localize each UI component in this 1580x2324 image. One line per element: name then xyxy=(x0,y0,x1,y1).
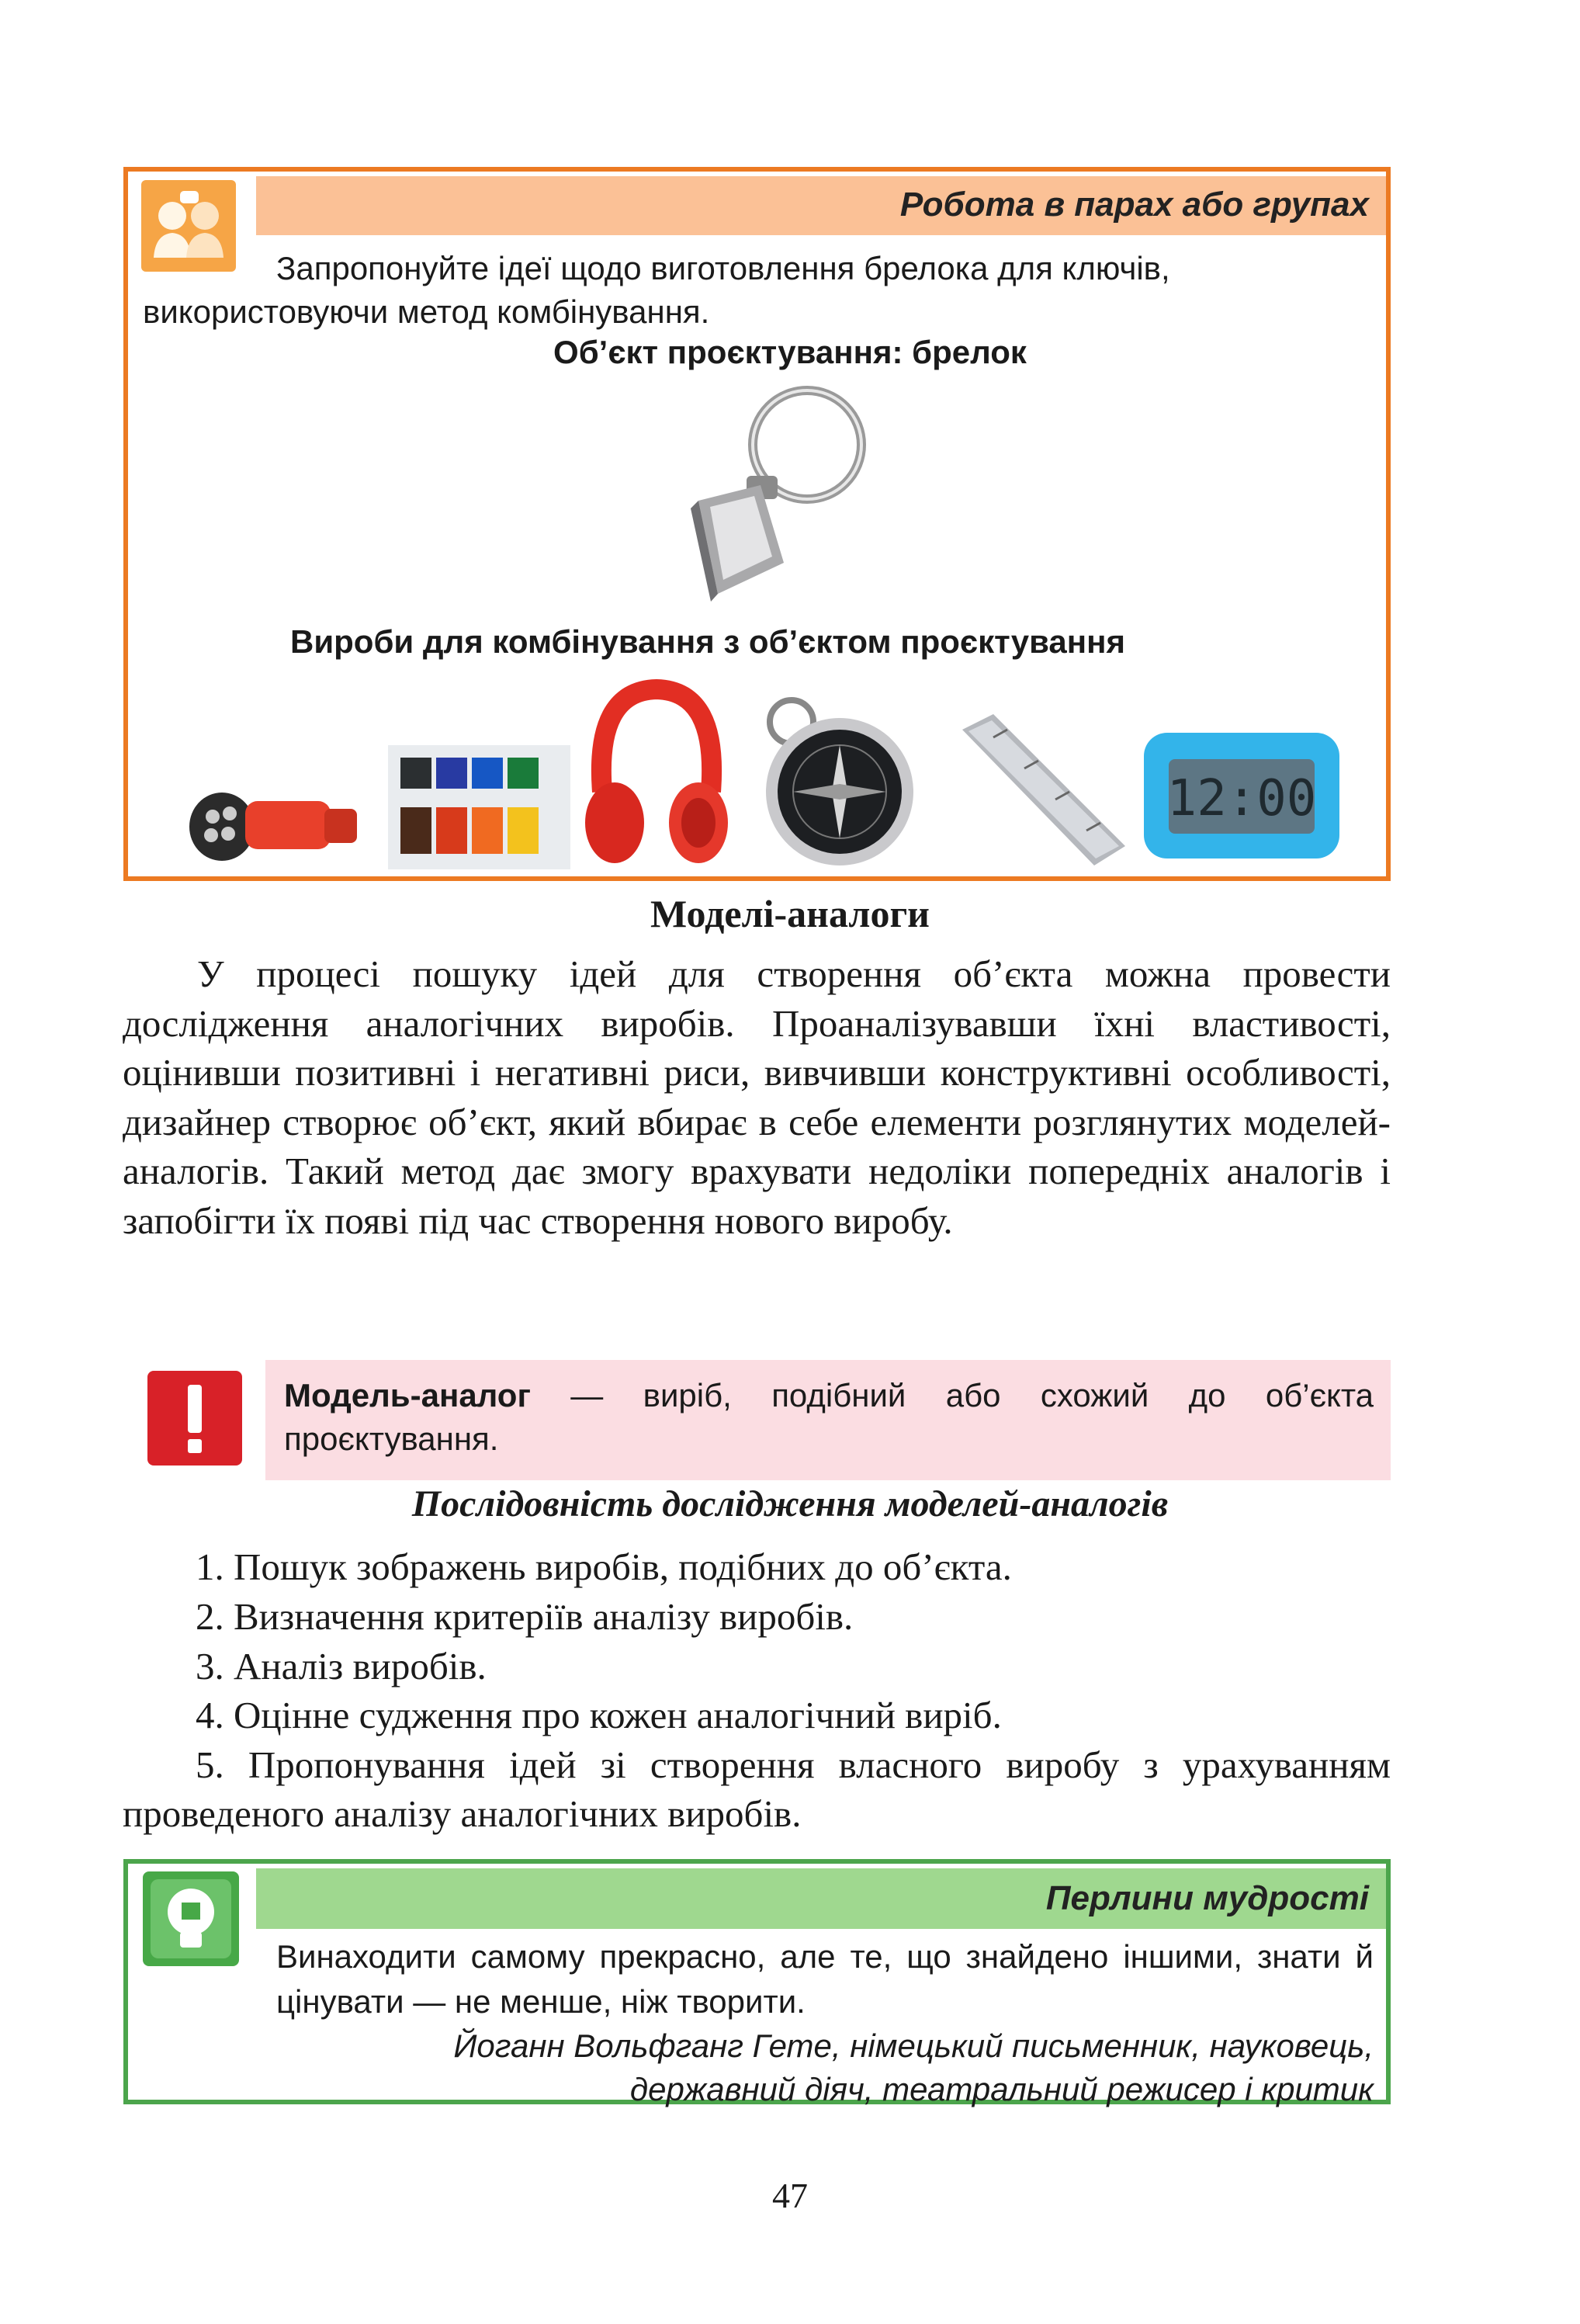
quote-author-line: Йоганн Вольфганг Гете, німецький письменник, науковець, xyxy=(453,2027,1374,2064)
body-paragraph: У процесі пошуку ідей для створення об’єкта можна провести дослідження аналогічних виробів. Проаналізувавши їхні властивості, оцінивши позитивні і негативні риси, вивчивши конструктивні особливості, дизайнер створює об’єкт, який вбирає в себе елементи розглянутих моделей-аналогів. Такий метод дає змогу врахувати недоліки попередніх аналогів і запобігти їх появі під час створення нового виробу. xyxy=(123,952,1391,1242)
group-work-task: Запропонуйте ідеї щодо виготовлення брелока для ключів, використовуючи метод комбінування. xyxy=(143,250,1170,330)
lightbulb-icon xyxy=(143,1871,239,1966)
sequence-title: Послідовність дослідження моделей-аналогів xyxy=(411,1483,1169,1524)
quote-author xyxy=(276,2024,1374,2111)
definition-box xyxy=(265,1360,1391,1480)
definition-term: Модель-аналог xyxy=(284,1377,531,1413)
svg-text:12:00: 12:00 xyxy=(1166,770,1317,827)
keychain-image xyxy=(636,384,885,625)
sequence-step: 4. Оцінне судження про кожен аналогічний виріб. xyxy=(196,1694,1002,1736)
digital-clock-image xyxy=(1141,722,1343,865)
sequence-step: 2. Визначення критеріїв аналізу виробів. xyxy=(196,1595,854,1638)
ruler-image xyxy=(947,706,1133,869)
paint-set-image xyxy=(388,745,570,869)
section-title: Моделі-аналоги xyxy=(650,892,930,935)
wisdom-title: Перлини мудрості xyxy=(1045,1879,1369,1917)
quote-text: Винаходити самому прекрасно, але те, що знайдено іншими, знати й цінувати — не менше, ніж творити. xyxy=(276,1938,1374,2020)
group-work-header xyxy=(256,176,1386,235)
products-title: Вироби для комбінування з об’єктом проєктування xyxy=(290,623,1125,660)
compass-image xyxy=(745,683,931,869)
sequence-step: 5. Пропонування ідей зі створення власного виробу з урахуванням проведеного аналізу аналогічних виробів. xyxy=(123,1743,1391,1835)
definition-text: — виріб, подібний або схожий до об’єкта проєктування. xyxy=(284,1377,1374,1457)
page-number: 47 xyxy=(772,2176,808,2215)
flashlight-image xyxy=(183,768,362,865)
exclamation-icon xyxy=(147,1371,242,1466)
sequence-step: 3. Аналіз виробів. xyxy=(196,1645,487,1688)
headphones-image xyxy=(579,675,734,869)
object-title: Об’єкт проєктування: брелок xyxy=(553,334,1027,370)
sequence-step: 1. Пошук зображень виробів, подібних до об’єкта. xyxy=(196,1545,1012,1588)
wisdom-header xyxy=(256,1868,1386,1929)
group-work-title: Робота в парах або групах xyxy=(899,186,1369,224)
quote-author-line: державний діяч, театральний режисер і критик xyxy=(629,2071,1374,2107)
